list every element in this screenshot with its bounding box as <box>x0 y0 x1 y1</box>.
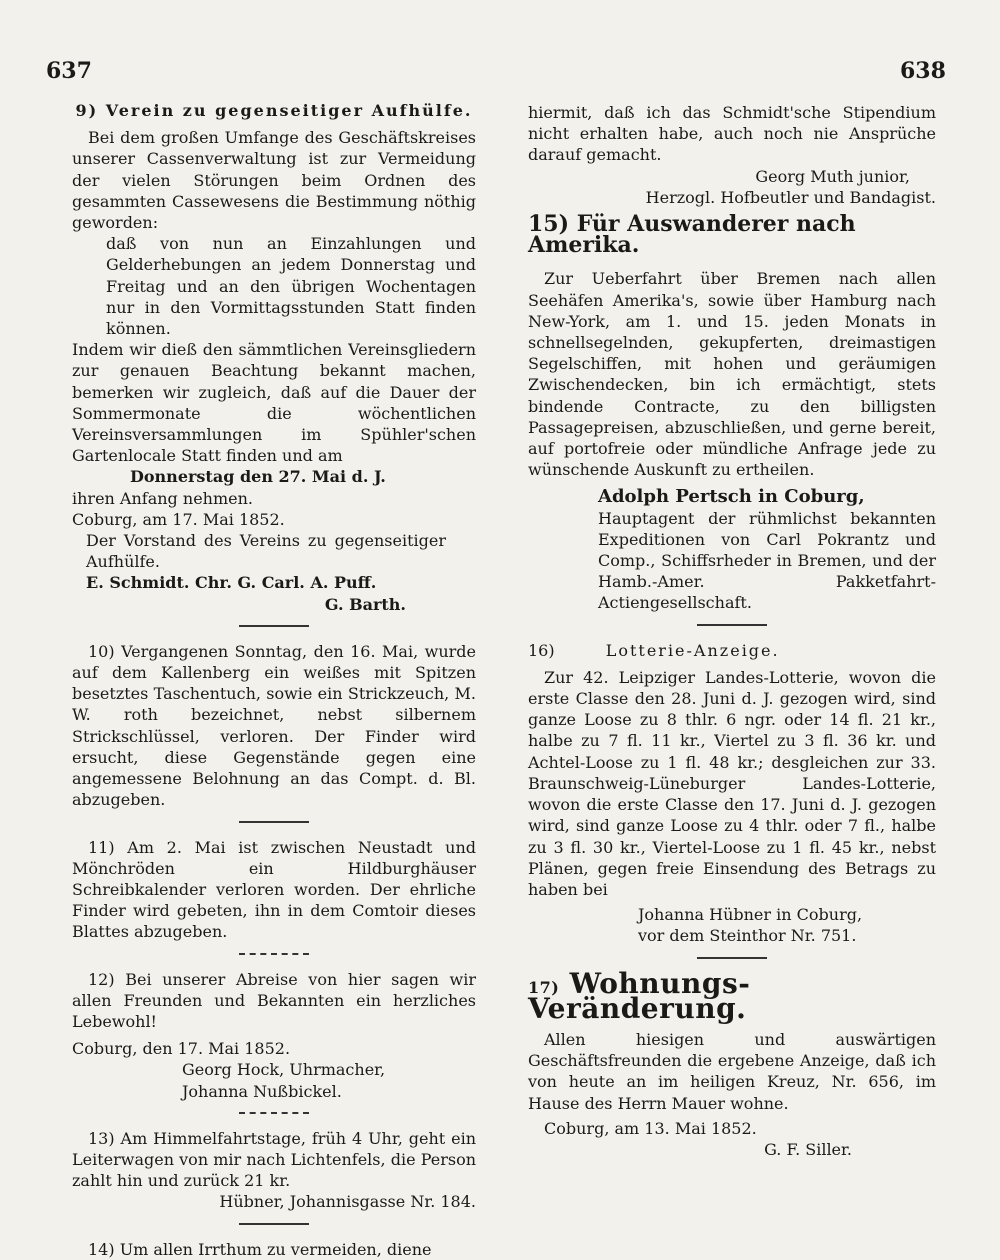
notice-17-text: Allen hiesigen und auswärtigen Geschäftsfreunden die ergebene Anzeige, daß ich von heute an im heiligen Kreuz, Nr. 656, im Hause des Herrn Mauer wohne. <box>528 1029 936 1113</box>
notice-13-signature: Hübner, Johannisgasse Nr. 184. <box>219 1192 476 1212</box>
notice-12-place-date: Coburg, den 17. Mai 1852. <box>72 1039 291 1059</box>
separator <box>239 625 309 629</box>
notice-14-continued: hiermit, daß ich das Schmidt'sche Stipendium nicht erhalten habe, auch noch nie Ansprüche darauf gemacht. <box>528 103 936 165</box>
notice-14-signature-1: Georg Muth junior, <box>755 166 910 186</box>
notice-15-agent: Adolph Pertsch in Coburg, <box>598 486 865 508</box>
notice-17-signature: G. F. Siller. <box>764 1139 852 1159</box>
notice-16-title: Lotterie-Anzeige. <box>605 640 780 660</box>
page-number-left: 637 <box>46 58 92 84</box>
notice-15-text: Zur Ueberfahrt über Bremen nach allen Seehäfen Amerika's, sowie über Hamburg nach New-York, am 1. und 15. jeden Monats in schnellsegelnden, gekupferten, dreimastigen Segelschiffen, mit hohen und geräumigen Zwischendecken, bin ich ermächtigt, stets bindende Contracte, zu den billigsten Passagepreisen, abzuschließen, und gerne bereit, auf portofreie oder mündliche Anfrage jede zu wünschende Auskunft zu ertheilen. <box>528 269 936 480</box>
notice-16-number: 16) <box>528 640 555 660</box>
notice-9-date: Donnerstag den 27. Mai d. J. <box>130 467 386 487</box>
notice-9-names-2: G. Barth. <box>324 594 406 614</box>
notice-12-signature-1: Georg Hock, Uhrmacher, <box>182 1060 386 1080</box>
notice-15-title: Für Auswanderer nach Amerika. <box>528 211 856 259</box>
notice-12: 12) Bei unserer Abreise von hier sagen wir allen Freunden und Bekannten ein herzliches Lebewohl! <box>72 969 476 1031</box>
left-column <box>72 100 476 1260</box>
notice-17-number: 17) <box>528 977 560 997</box>
notice-9-body: Indem wir dieß den sämmtlichen Vereinsgliedern zur genauen Beachtung bekannt machen, bemerken wir zugleich, daß auf die Dauer der Sommermonate die wöchentlichen Vereinsversammlungen im Spühler'schen Gartenlocale Statt finden und am <box>72 340 476 466</box>
notice-17-heading <box>528 966 936 1025</box>
notice-11: 11) Am 2. Mai ist zwischen Neustadt und Mönchröden ein Hildburghäuser Schreibkalender verloren worden. Der ehrliche Finder wird gebeten, ihn in dem Comtoir dieses Blattes abzugeben. <box>72 837 476 942</box>
notice-12-signature-2: Johanna Nußbickel. <box>182 1081 342 1101</box>
notice-15-agent-description: Hauptagent der rühmlichst bekannten Expeditionen von Carl Pokrantz und Comp., Schiffsrheder in Bremen, und der Hamb.-Amer. Pakketfahrt-Actiengesellschaft. <box>598 508 936 613</box>
separator <box>697 624 767 628</box>
separator <box>239 953 309 957</box>
notice-10: 10) Vergangenen Sonntag, den 16. Mai, wurde auf dem Kallenberg ein weißes mit Spitzen besetztes Taschentuch, sowie ein Strickzeuch, M. W. roth bezeichnet, nebst silbernem Strickschlüssel, verloren. Der Finder wird ersucht, diese Gegenstände gegen eine angemessene Belohnung an das Compt. d. Bl. abzugeben. <box>72 641 476 810</box>
notice-15-number: 15) <box>528 211 570 238</box>
notice-9-place-date: Coburg, am 17. Mai 1852. <box>72 509 285 529</box>
notice-9-intro: Bei dem großen Umfange des Geschäftskreises unserer Cassenverwaltung ist zur Vermeidung der vielen Störungen beim Ordnen des gesammten Cassewesens die Bestimmung nöthig geworden: <box>72 128 476 233</box>
notice-16-signature-1: Johanna Hübner in Coburg, <box>638 905 863 925</box>
notice-9-heading: 9) Verein zu gegenseitiger Aufhülfe. <box>75 101 473 120</box>
separator <box>239 1112 309 1116</box>
notice-9-names: E. Schmidt. Chr. G. Carl. A. Puff. <box>86 573 377 593</box>
notice-15-heading <box>528 211 936 259</box>
notice-14-signature-2: Herzogl. Hofbeutler und Bandagist. <box>645 187 936 207</box>
notice-16-heading <box>528 640 936 661</box>
separator <box>239 821 309 825</box>
page-number-right: 638 <box>900 58 946 84</box>
notice-9-tail: ihren Anfang nehmen. <box>72 488 253 508</box>
notice-13: 13) Am Himmelfahrtstage, früh 4 Uhr, geht ein Leiterwagen von mir nach Lichtenfels, die Person zahlt hin und zurück 21 kr. <box>72 1128 476 1191</box>
notice-17-title: Wohnungs-Veränderung. <box>528 966 751 1025</box>
notice-9-rule: daß von nun an Einzahlungen und Gelderhebungen an jedem Donnerstag und Freitag und an den übrigen Wochentagen nur in den Vormittagsstunden Statt finden können. <box>106 234 476 339</box>
notice-16-signature-2: vor dem Steinthor Nr. 751. <box>638 926 857 946</box>
notice-14: 14) Um allen Irrthum zu vermeiden, diene <box>88 1239 432 1259</box>
notice-17-place-date: Coburg, am 13. Mai 1852. <box>544 1118 757 1138</box>
right-column <box>528 102 936 1160</box>
separator <box>697 957 767 961</box>
separator <box>239 1223 309 1227</box>
notice-9-board: Der Vorstand des Vereins zu gegenseitiger Aufhülfe. <box>86 531 446 572</box>
notice-16-text: Zur 42. Leipziger Landes-Lotterie, wovon die erste Classe den 28. Juni d. J. gezogen wird, sind ganze Loose zu 8 thlr. 6 ngr. oder 14 fl. 21 kr., halbe zu 7 fl. 11 kr., Viertel zu 3 fl. 36 kr. und Achtel-Loose zu 1 fl. 48 kr.; desgleichen zur 33. Braunschweig-Lüneburger Landes-Lotterie, wovon die erste Classe den 17. Juni d. J. gezogen wird, sind ganze Loose zu 4 thlr. oder 7 fl., halbe zu 3 fl. 30 kr., Viertel-Loose zu 1 fl. 45 kr., nebst Plänen, gegen freie Einsendung des Betrags zu haben bei <box>528 667 936 899</box>
